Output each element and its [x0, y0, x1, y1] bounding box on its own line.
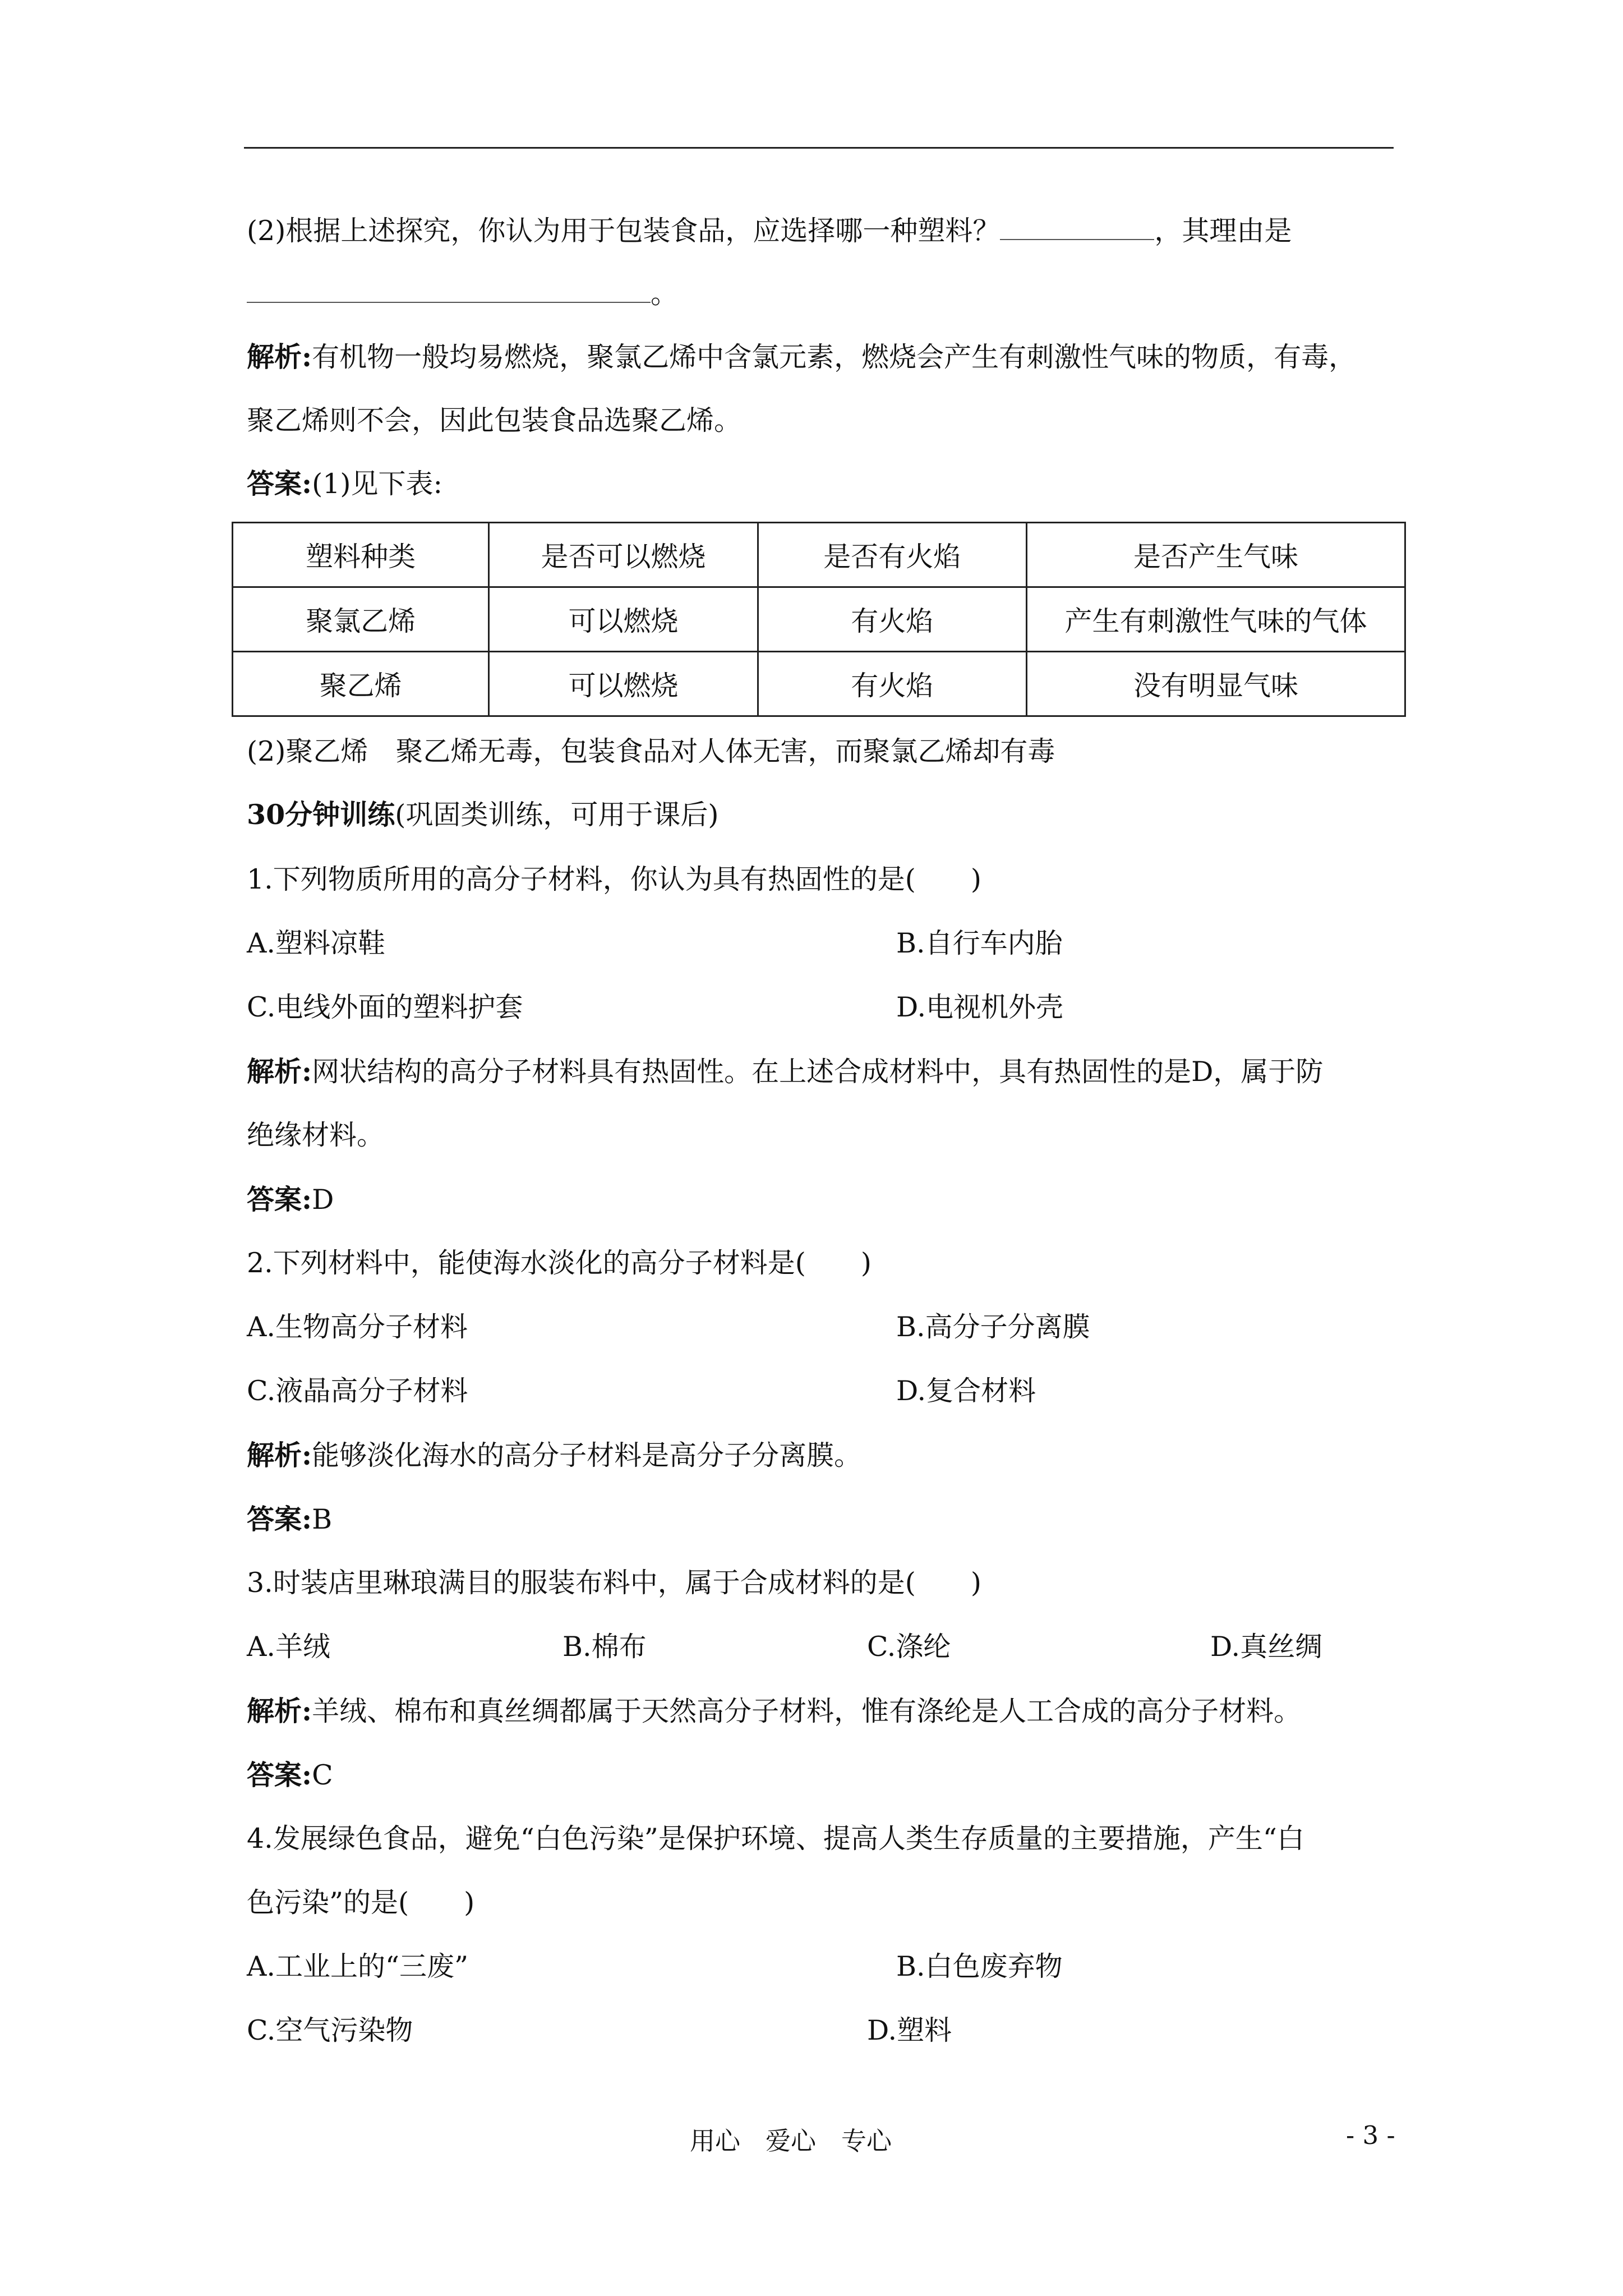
q3-option-c: C.涤纶	[867, 1631, 951, 1663]
table-cell: 聚氯乙烯	[233, 587, 489, 652]
q1-option-a: A.塑料凉鞋	[247, 927, 385, 959]
reason-blank	[247, 277, 651, 303]
table-cell: 有火焰	[758, 587, 1026, 652]
table-cell: 有火焰	[758, 652, 1026, 716]
table-cell: 聚乙烯	[233, 652, 489, 716]
table-cell: 可以燃烧	[489, 652, 758, 716]
footer-slogan: 用心 爱心 专心	[690, 2126, 892, 2156]
q4-option-b: B.白色废弃物	[896, 1950, 1063, 1982]
q1-answer	[247, 1182, 334, 1217]
header-rule	[244, 147, 1394, 149]
q2-line-2	[247, 277, 678, 311]
analysis-line-2	[247, 404, 741, 438]
q3-option-a: A.羊绒	[247, 1631, 330, 1663]
table-header-cell: 是否产生气味	[1026, 523, 1405, 587]
table-row	[233, 652, 1405, 716]
page-number: - 3 -	[1346, 2120, 1395, 2150]
answer-blank	[1000, 214, 1154, 240]
plastics-table	[232, 522, 1406, 717]
table-row	[233, 587, 1405, 652]
table-cell: 可以燃烧	[489, 587, 758, 652]
q2-mid-text: ，其理由是	[1154, 215, 1292, 247]
q2-analysis	[247, 1438, 861, 1473]
analysis-text-2: 聚乙烯则不会，因此包装食品选聚乙烯。	[247, 404, 742, 436]
table-header-row	[233, 523, 1405, 587]
table-header-cell: 是否有火焰	[758, 523, 1026, 587]
q4-stem-2: 色污染”的是( )	[247, 1887, 475, 1918]
q2-answer	[247, 1502, 332, 1536]
analysis-text: 有机物一般均易燃烧，聚氯乙烯中含氯元素，燃烧会产生有刺激性气味的物质，有毒，	[312, 341, 1357, 373]
table-header-cell: 塑料种类	[233, 523, 489, 587]
section-title-bold: 30分钟训练	[247, 798, 395, 831]
q3-option-b: B.棉布	[562, 1631, 647, 1663]
table-cell: 产生有刺激性气味的气体	[1026, 587, 1405, 652]
analysis-label: 解析:	[247, 1055, 312, 1088]
q2-option-b: B.高分子分离膜	[896, 1311, 1090, 1343]
answer2-text: (2)聚乙烯 聚乙烯无毒，包装食品对人体无害，而聚氯乙烯却有毒	[247, 735, 1055, 767]
analysis-label: 解析:	[247, 1439, 312, 1471]
q4-option-d: D.塑料	[867, 2014, 952, 2046]
q3-stem: 3.时装店里琳琅满目的服装布料中，属于合成材料的是( )	[247, 1567, 981, 1599]
section-title-rest: (巩固类训练，可用于课后)	[395, 799, 719, 831]
answer-value: C	[312, 1759, 333, 1791]
q3-option-d: D.真丝绸	[1210, 1631, 1323, 1663]
q1-stem: 1.下列物质所用的高分子材料，你认为具有热固性的是( )	[247, 863, 981, 895]
q3-analysis	[247, 1694, 1301, 1728]
table-header-cell: 是否可以燃烧	[489, 523, 758, 587]
q4-stem: 4.发展绿色食品，避免“白色污染”是保护环境、提高人类生存质量的主要措施，产生“白	[247, 1823, 1304, 1855]
answer-value: D	[312, 1184, 334, 1216]
analysis-text: 网状结构的高分子材料具有热固性。在上述合成材料中，具有热固性的是D，属于防	[312, 1056, 1324, 1088]
answer-label: 答案:	[247, 467, 312, 500]
table-cell: 没有明显气味	[1026, 652, 1405, 716]
answer-label: 答案:	[247, 1759, 312, 1791]
q2-option-d: D.复合材料	[896, 1375, 1036, 1407]
analysis-text: 羊绒、棉布和真丝绸都属于天然高分子材料，惟有涤纶是人工合成的高分子材料。	[312, 1695, 1302, 1727]
q4-option-c: C.空气污染物	[247, 2014, 413, 2046]
answer-text: (1)见下表:	[312, 468, 443, 500]
q2-option-a: A.生物高分子材料	[247, 1311, 468, 1343]
section-title	[247, 798, 718, 832]
answer-line	[247, 467, 442, 501]
q1-option-d: D.电视机外壳	[896, 991, 1064, 1023]
q2-text: (2)根据上述探究，你认为用于包装食品，应选择哪一种塑料？	[247, 215, 1000, 247]
q1-analysis-2: 绝缘材料。	[247, 1119, 385, 1151]
q2-end: 。	[651, 278, 679, 310]
analysis-line	[247, 340, 1356, 374]
analysis-label: 解析:	[247, 1695, 312, 1727]
q3-answer	[247, 1758, 333, 1792]
q4-option-a: A.工业上的“三废”	[247, 1950, 469, 1982]
q2-option-c: C.液晶高分子材料	[247, 1375, 468, 1407]
answer-label: 答案:	[247, 1503, 312, 1535]
q1-analysis	[247, 1055, 1323, 1089]
analysis-text: 能够淡化海水的高分子材料是高分子分离膜。	[312, 1439, 862, 1471]
q1-option-c: C.电线外面的塑料护套	[247, 991, 523, 1023]
q2-line	[247, 214, 1292, 248]
q2-stem: 2.下列材料中，能使海水淡化的高分子材料是( )	[247, 1247, 872, 1279]
answer-value: B	[312, 1503, 333, 1535]
q1-option-b: B.自行车内胎	[896, 927, 1063, 959]
analysis-label: 解析:	[247, 341, 312, 373]
answer-label: 答案:	[247, 1183, 312, 1216]
answer2-line	[247, 735, 1055, 769]
